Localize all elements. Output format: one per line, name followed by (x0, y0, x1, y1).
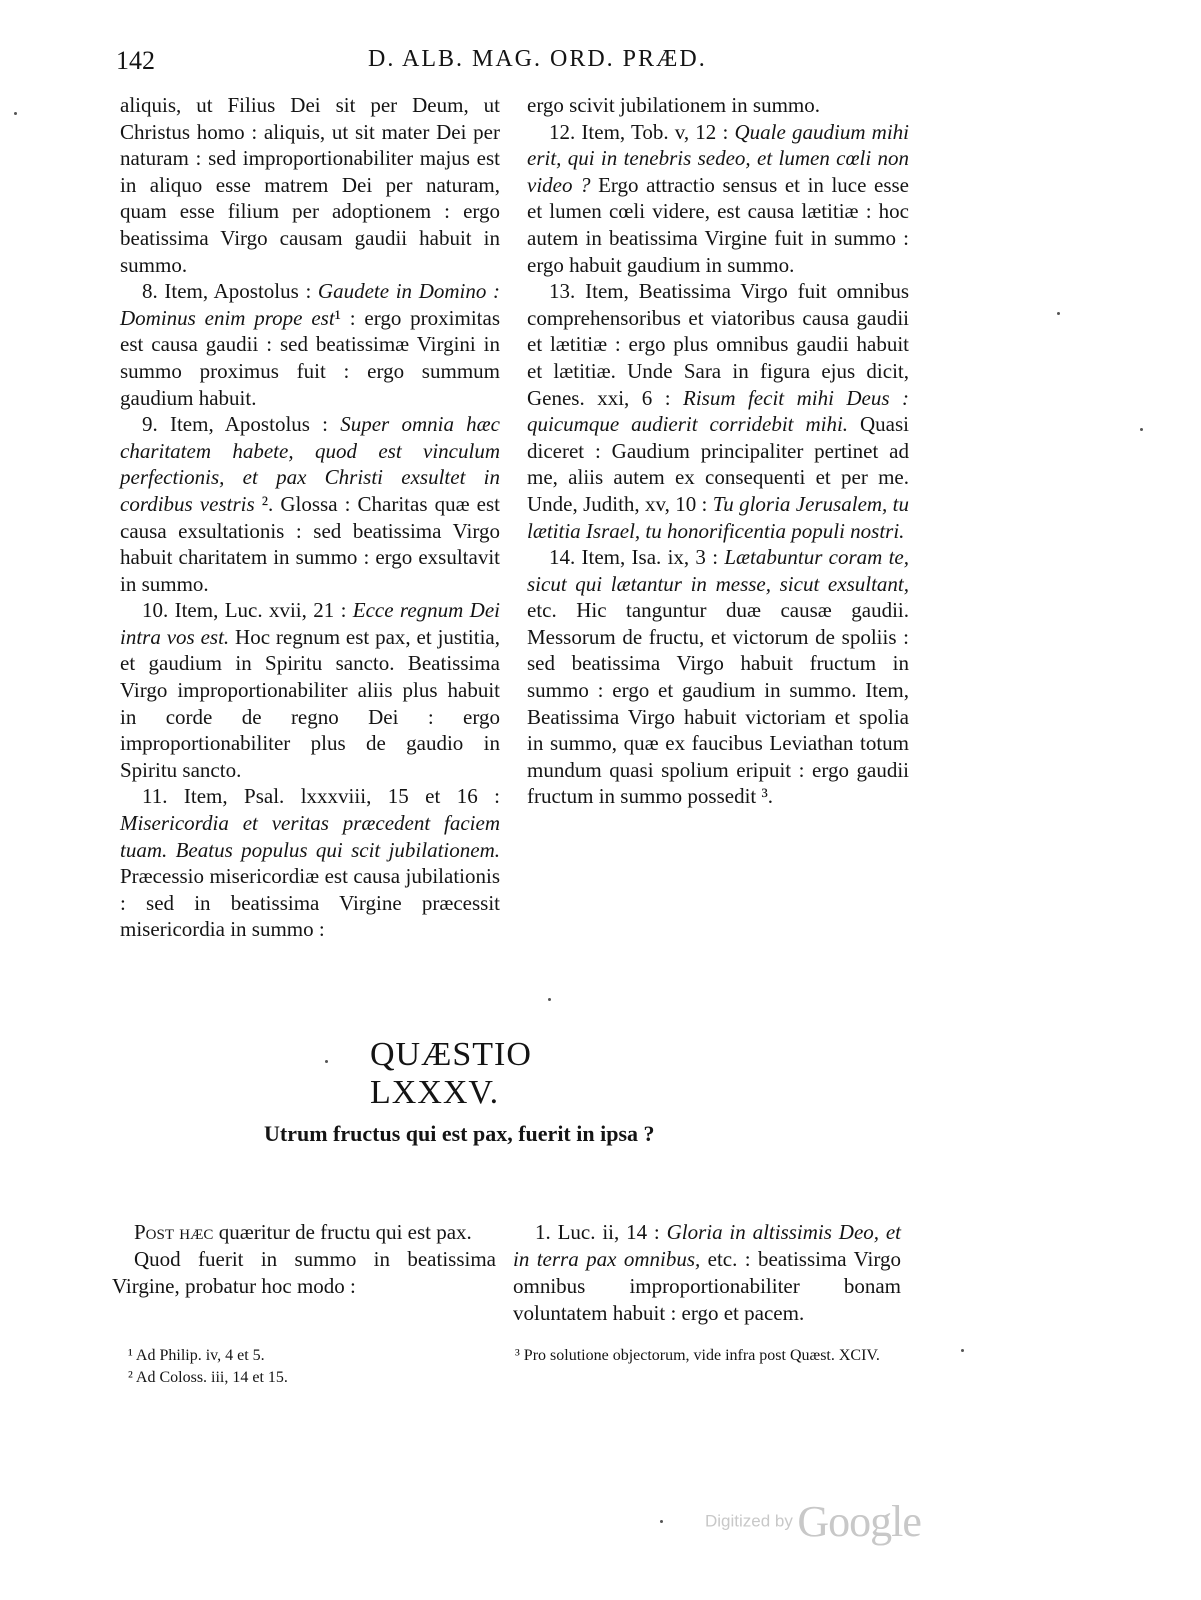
italic-quotation: Ecce regnum Dei intra vos est. (120, 598, 500, 649)
paragraph (527, 278, 909, 544)
paragraph (513, 1219, 901, 1327)
text-run: Hoc regnum est pax, et justitia, et gaudium in Spiritu sancto. Beatissima Virgo improportionabiliter aliis plus habuit in corde de regno Dei : ergo improportionabiliter plus de gaudio in Spiritu sancto. (120, 624, 500, 782)
page-number: 142 (116, 46, 155, 75)
text-run: 1. Luc. ii, 14 : (535, 1220, 667, 1244)
paragraph (527, 119, 909, 279)
footnote: ³ Pro solutione objectorum, vide infra post Quæst. XCIV. (515, 1347, 880, 1364)
text-run: 12. Item, Tob. v, 12 : (549, 119, 735, 144)
text-run: 11. Item, Psal. lxxxviii, 15 et 16 : (142, 784, 500, 809)
left-text-column (120, 92, 500, 943)
smallcaps-opening: Post hæc (134, 1220, 214, 1244)
italic-quotation: Super omnia hæc charitatem habete, quod est vinculum perfectionis, et pax Christi exsultet in cordibus vestris (120, 412, 500, 516)
paragraph (527, 544, 909, 810)
text-run: 13. Item, Beatissima Virgo fuit omnibus comprehensoribus et viatoribus causa gaudii et lætitiæ : ergo plus omnibus gaudii habuit et lætitiæ. Unde Sara in figura ejus dicit, Genes. xxi, 6 : (527, 279, 909, 410)
text-run: Quasi diceret : Gaudium principaliter pertinet ad me, aliis autem ex consequenti et per me. Unde, Judith, xv, 10 : (527, 412, 910, 516)
text-run: Ergo attractio sensus et in luce esse et lumen cœli videre, est causa lætitiæ : hoc autem in beatissima Virgine fuit in summo : ergo habuit gaudium in summo. (527, 172, 909, 277)
text-run: ¹ : ergo proximitas est causa gaudii : sed beatissimæ Virgini in summo proximus fuit : ergo summum gaudium habuit. (120, 305, 500, 410)
paragraph (112, 1246, 496, 1300)
scan-speck (961, 1349, 964, 1352)
paragraph (527, 92, 909, 119)
italic-quotation: Gaudete in Domino : Dominus enim prope est (120, 279, 500, 330)
italic-quotation: Misericordia et veritas præcedent faciem tuam. Beatus populus qui scit jubilationem. (120, 811, 500, 862)
question-subtitle: Utrum fructus qui est pax, fuerit in ipsa ? (264, 1121, 655, 1146)
text-run: aliquis, ut Filius Dei sit per Deum, ut Christus homo : aliquis, ut sit mater Dei per naturam : sed improportionabiliter majus est in aliquo esse matrem Dei per naturam, quam esse filium per adoptionem : ergo beatissima Virgo causam gaudii habuit in summo. (120, 93, 500, 277)
lower-left-text-column (112, 1219, 496, 1300)
scan-speck (14, 112, 17, 115)
text-run: ². Glossa : Charitas quæ est causa exsultationis : sed beatissima Virgo habuit charitatem in summo : ergo exsultavit in summo. (120, 491, 500, 596)
text-run: 8. Item, Apostolus : (142, 279, 318, 304)
paragraph (120, 411, 500, 597)
text-run: 9. Item, Apostolus : (142, 412, 341, 437)
italic-quotation: Tu gloria Jerusalem, tu lætitia Israel, tu honorificentia populi nostri. (527, 491, 909, 543)
lower-right-text-column (513, 1219, 901, 1327)
text-run: quæritur de fructu qui est pax. (213, 1220, 472, 1244)
italic-quotation: Gloria in altissimis Deo, et in terra pax omnibus, (513, 1220, 901, 1271)
paragraph (112, 1219, 496, 1246)
google-logo: Google (797, 1497, 921, 1546)
italic-quotation: Lætabuntur coram te, sicut qui lætantur in messe, sicut exsultant, (527, 545, 910, 596)
scan-speck (325, 1060, 328, 1063)
scan-speck (1140, 428, 1143, 431)
digitized-by-label: Digitized by (705, 1511, 793, 1531)
paragraph (120, 597, 500, 783)
paragraph (120, 783, 500, 943)
paragraph (120, 92, 500, 278)
text-run: 14. Item, Isa. ix, 3 : (549, 545, 725, 570)
paragraph (120, 278, 500, 411)
text-run: Quod fuerit in summo in beatissima Virgine, probatur hoc modo : (112, 1247, 496, 1298)
right-text-column (527, 92, 909, 810)
footnote: ¹ Ad Philip. iv, 4 et 5. (128, 1347, 265, 1364)
text-run: Præcessio misericordiæ est causa jubilationis : sed in beatissima Virgine præcessit misericordia in summo : (120, 864, 500, 942)
scan-speck (548, 998, 551, 1001)
text-run: etc. Hic tanguntur duæ causæ gaudii. Messorum de fructu, et victorum de spoliis : sed beatissima Virgo habuit fructum in summo : ergo et gaudium in summo. Item, Beatissima Virgo habuit victoriam et spolia in summo, quæ ex faucibus Leviathan totum mundum quasi spolium eripuit : ergo gaudii fructum in summo possedit ³. (527, 598, 909, 809)
scan-speck (1057, 312, 1060, 315)
question-title: QUÆSTIO LXXXV. (370, 1036, 532, 1111)
google-watermark (705, 1496, 921, 1547)
running-title: D. ALB. MAG. ORD. PRÆD. (368, 46, 707, 72)
footnotes-left (128, 1345, 488, 1389)
italic-quotation: Risum fecit mihi Deus : quicumque audierit corridebit mihi. (527, 385, 909, 437)
italic-quotation: Quale gaudium mihi erit, qui in tenebris sedeo, et lumen cœli non video ? (527, 119, 910, 197)
footnotes-right (515, 1345, 905, 1367)
text-run: 10. Item, Luc. xvii, 21 : (142, 598, 353, 623)
text-run: ergo scivit jubilationem in summo. (527, 93, 821, 117)
scan-speck (660, 1520, 663, 1523)
footnote: ² Ad Coloss. iii, 14 et 15. (128, 1369, 288, 1386)
text-run: etc. : beatissima Virgo omnibus improportionabiliter bonam voluntatem habuit : ergo et pacem. (513, 1247, 901, 1325)
